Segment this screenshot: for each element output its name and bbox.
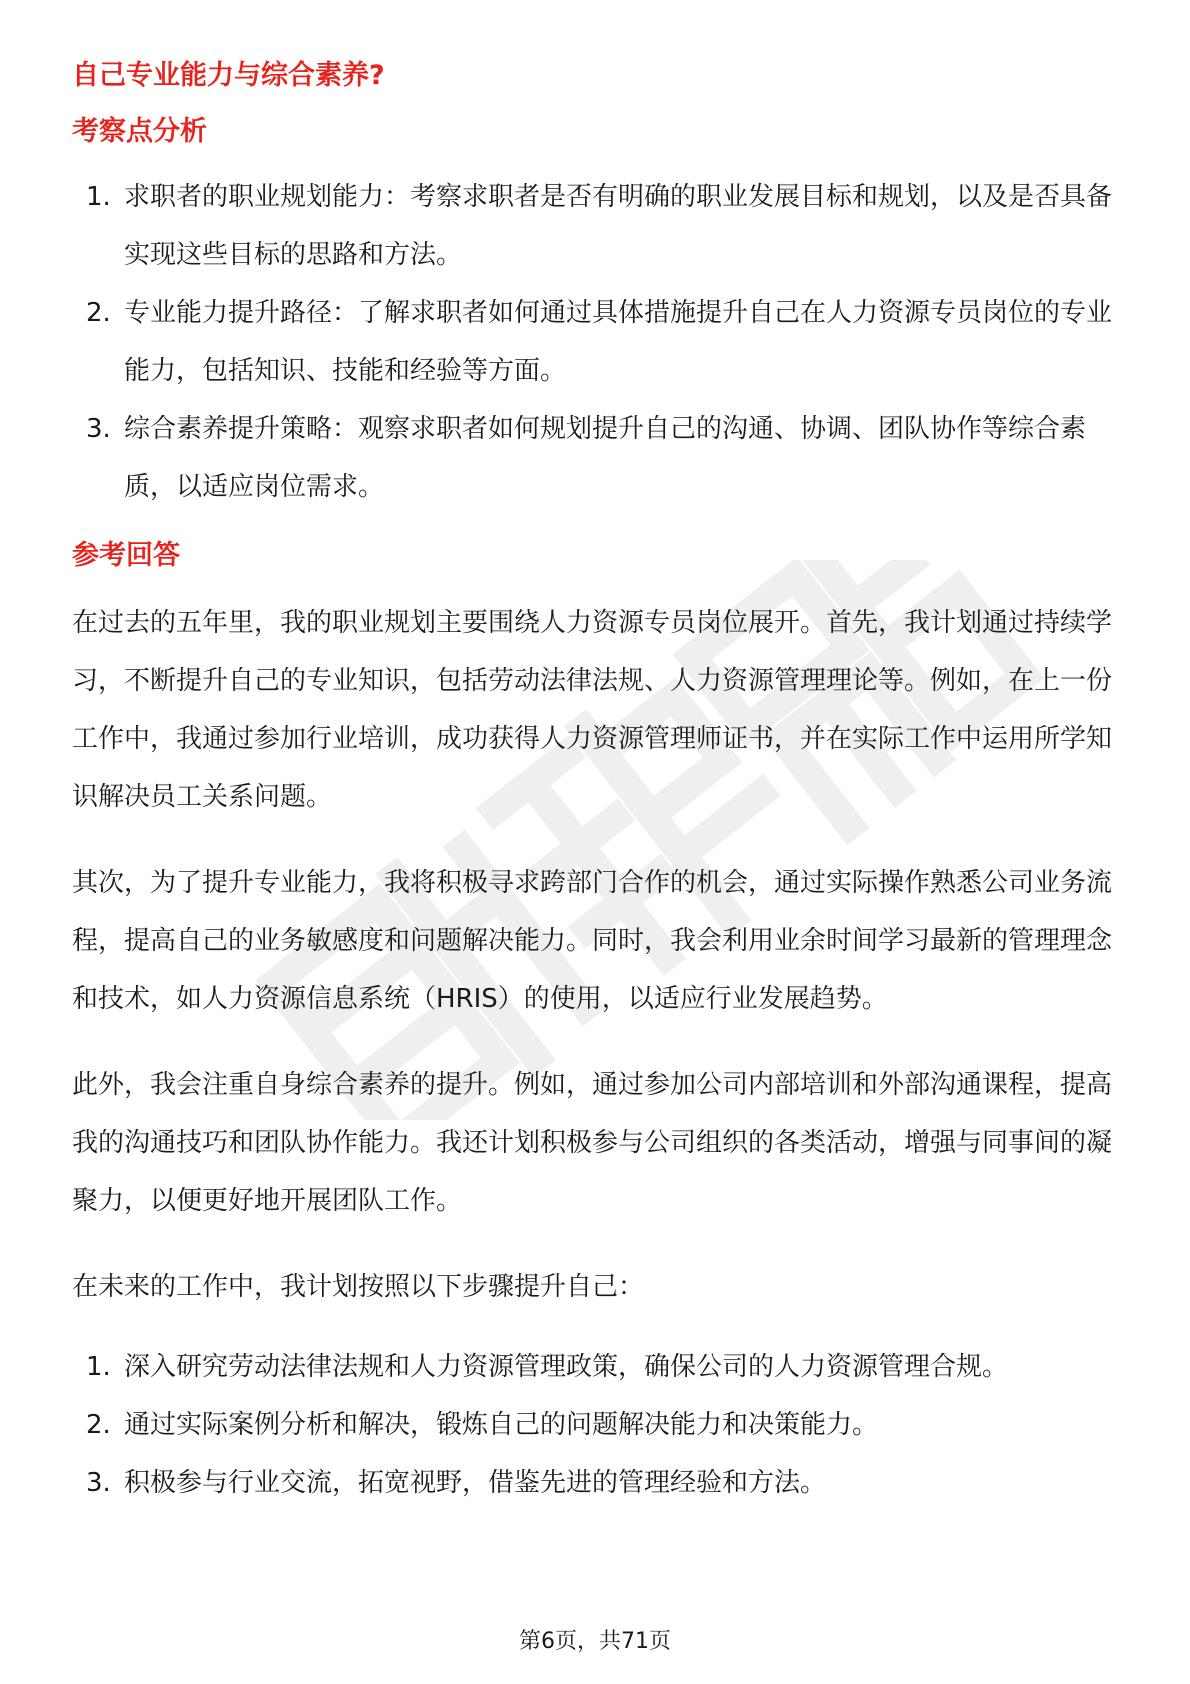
main-content [72, 58, 1122, 1512]
page-number: 第6页，共71页 [519, 1629, 671, 1654]
list-item [72, 1396, 1122, 1454]
analysis-list [72, 168, 1122, 516]
list-item-text: 求职者的职业规划能力：考察求职者是否有明确的职业发展目标和规划，以及是否具备实现这些目标的思路和方法。 [124, 182, 1113, 270]
answer-paragraph-1: 在过去的五年里，我的职业规划主要围绕人力资源专员岗位展开。首先，我计划通过持续学习，不断提升自己的专业知识，包括劳动法律法规、人力资源管理理论等。例如，在上一份工作中，我通过参加行业培训，成功获得人力资源管理师证书，并在实际工作中运用所学知识解决员工关系问题。 [72, 608, 1113, 812]
list-item-number: 3. [86, 414, 111, 444]
list-item [72, 284, 1122, 400]
answer-paragraph-4: 在未来的工作中，我计划按照以下步骤提升自己： [72, 1272, 645, 1302]
answer-paragraph-3: 此外，我会注重自身综合素养的提升。例如，通过参加公司内部培训和外部沟通课程，提高我的沟通技巧和团队协作能力。我还计划积极参与公司组织的各类活动，增强与同事间的凝聚力，以便更好地开展团队工作。 [72, 1070, 1113, 1216]
list-item-number: 1. [86, 1352, 111, 1382]
steps-list [72, 1338, 1122, 1512]
list-item [72, 168, 1122, 284]
list-item-number: 2. [86, 298, 111, 328]
list-item-text: 积极参与行业交流，拓宽视野，借鉴先进的管理经验和方法。 [124, 1468, 827, 1498]
list-item-text: 通过实际案例分析和解决，锻炼自己的问题解决能力和决策能力。 [124, 1410, 879, 1440]
list-item [72, 1338, 1122, 1396]
list-item-number: 3. [86, 1468, 111, 1498]
list-item-text: 专业能力提升路径：了解求职者如何通过具体措施提升自己在人力资源专员岗位的专业能力，包括知识、技能和经验等方面。 [124, 298, 1113, 386]
analysis-heading: 考察点分析 [72, 116, 207, 147]
page-title: 自己专业能力与综合素养? [72, 60, 385, 91]
list-item-number: 2. [86, 1410, 111, 1440]
list-item [72, 400, 1122, 516]
list-item [72, 1454, 1122, 1512]
answer-paragraph-2: 其次，为了提升专业能力，我将积极寻求跨部门合作的机会，通过实际操作熟悉公司业务流程，提高自己的业务敏感度和问题解决能力。同时，我会利用业余时间学习最新的管理理念和技术，如人力资源信息系统（HRIS）的使用，以适应行业发展趋势。 [72, 868, 1113, 1014]
answer-heading: 参考回答 [72, 540, 180, 571]
list-item-text: 综合素养提升策略：观察求职者如何规划提升自己的沟通、协调、团队协作等综合素质，以适应岗位需求。 [124, 414, 1087, 502]
list-item-text: 深入研究劳动法律法规和人力资源管理政策，确保公司的人力资源管理合规。 [124, 1352, 1009, 1382]
list-item-number: 1. [86, 182, 111, 212]
